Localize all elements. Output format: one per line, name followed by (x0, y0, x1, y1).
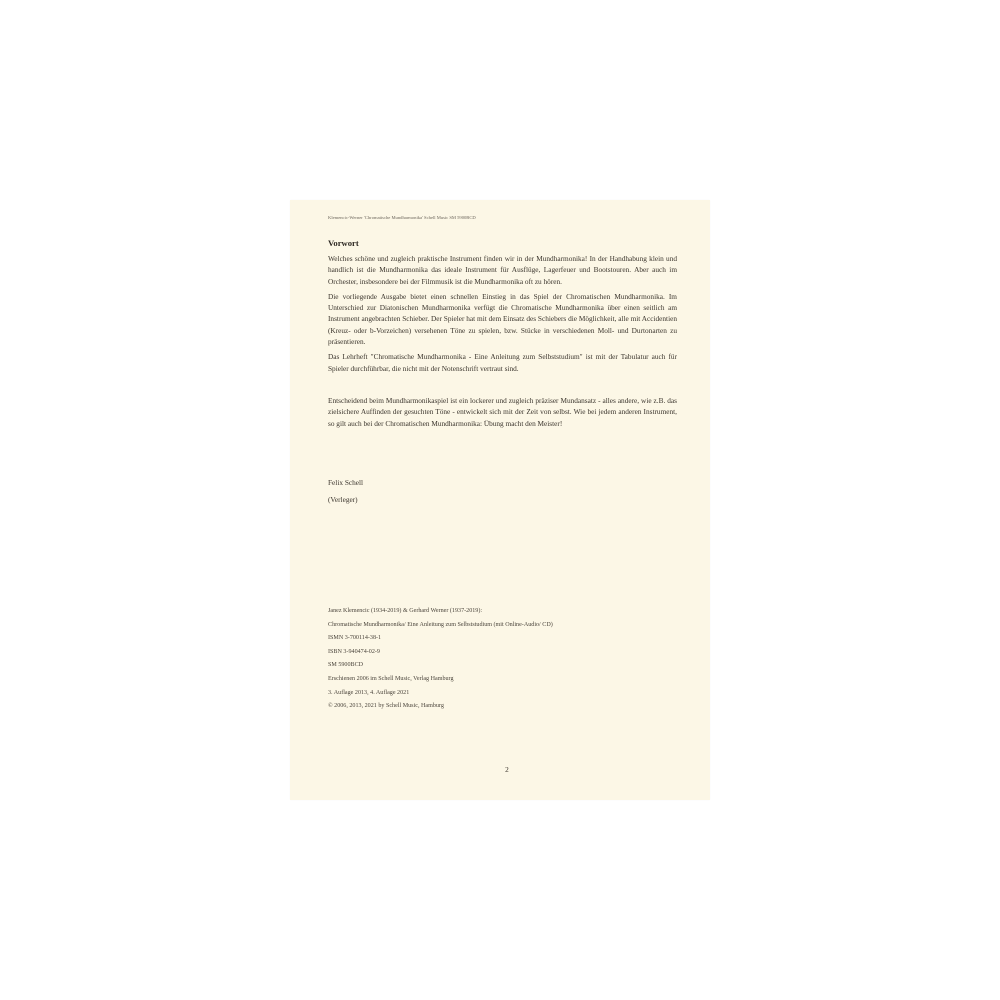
paragraph: Das Lehrheft "Chromatische Mundharmonika - Eine Anleitung zum Selbststudium" ist mit der Tabulatur auch für Spieler durchführbar, die nicht mit der Notenschrift vertraut sind. (328, 352, 677, 373)
imprint-line: Janez Klemencic (1934-2019) & Gerhard Werner (1937-2019): (328, 608, 483, 614)
foreword-body (328, 253, 677, 433)
document-page (290, 200, 710, 800)
paragraph: Welches schöne und zugleich praktische Instrument finden wir in der Mundharmonika! In der Handhabung klein und handlich ist die Mundharmonika das ideale Instrument für Ausflüge, Lagerfeuer und Bootstouren. Aber auch im Orchester, insbesondere bei der Filmmusik ist die Mundharmonika oft zu hören. (328, 254, 677, 286)
running-head: Klemencic-Werner 'Chromatische Mundharmonika' Schell Music SM 5900BCD (328, 215, 476, 220)
imprint-line: 3. Auflage 2013, 4. Auflage 2021 (328, 689, 410, 696)
imprint-block (328, 605, 553, 714)
imprint-line: ISMN 3-700114-38-1 (328, 635, 382, 642)
signature-name: Felix Schell (328, 478, 364, 487)
page-number: 2 (505, 765, 509, 774)
imprint-line: Chromatische Mundharmonika/ Eine Anleitung zum Selbststudium (mit Online-Audio/ CD) (328, 621, 553, 628)
paragraph: Entscheidend beim Mundharmonikaspiel ist ein lockerer und zugleich präziser Mundansatz - alles andere, wie z.B. das zielsichere Auffinden der gesuchten Töne - entwickelt sich mit der Zeit von selbst. Wie bei jedem anderen Instrument, so gilt auch bei der Chromatischen Mundharmonika: Übung macht den Meister! (328, 395, 677, 428)
page-title: Vorwort (328, 238, 359, 248)
imprint-line: Erschienen 2006 im Schell Music, Verlag Hamburg (328, 675, 454, 682)
signature-role: (Verleger) (328, 495, 358, 504)
imprint-line: SM 5900BCD (328, 662, 364, 669)
imprint-line: ISBN 3-940474-02-9 (328, 648, 380, 655)
imprint-line: © 2006, 2013, 2021 by Schell Music, Hamburg (328, 703, 444, 710)
paragraph: Die vorliegende Ausgabe bietet einen schnellen Einstieg in das Spiel der Chromatischen Mundharmonika. Im Unterschied zur Diatonischen Mundharmonika verfügt die Chromatische Mundharmonika über einen seitlich am Instrument angebrachten Schieber. Der Spieler hat mit dem Einsatz des Schiebers die Möglichkeit, alle mit Accidentien (Kreuz- oder b-Vorzeichen) versehenen Töne zu spielen, bzw. Stücke in verschiedenen Moll- und Durtonarten zu präsentieren. (328, 291, 677, 347)
